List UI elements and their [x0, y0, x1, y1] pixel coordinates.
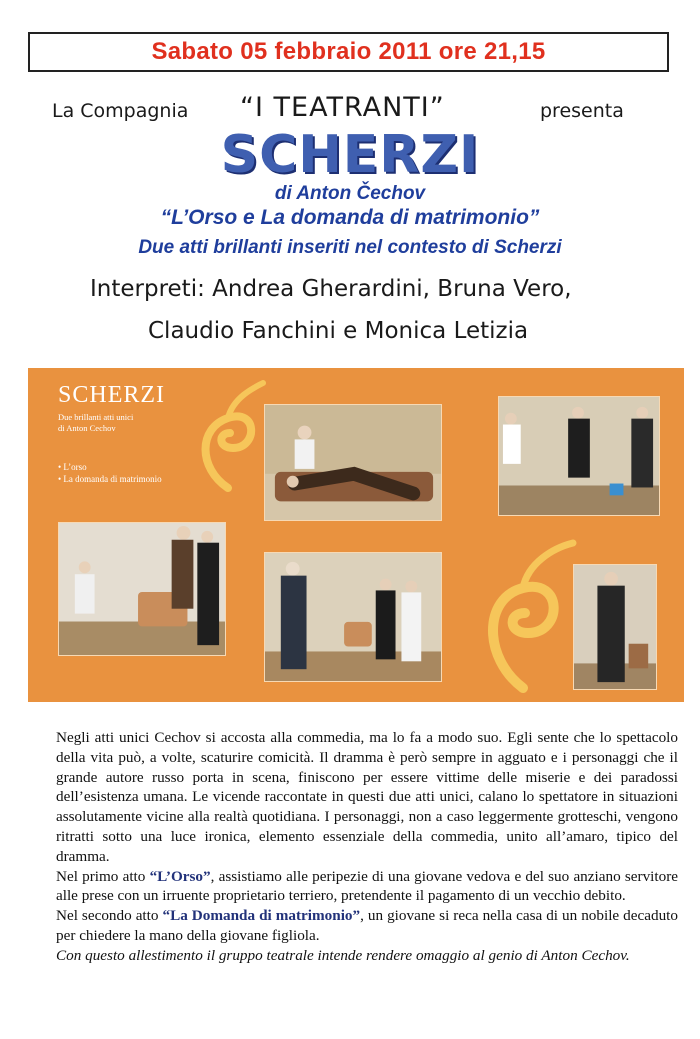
swirl-ornament-left	[188, 378, 268, 498]
la-compagnia-label: La Compagnia	[52, 100, 189, 122]
p2-rest: , assistiamo alle peripezie di una giovane vedova e del suo anziano servitore alle prese con un irruente proprietario terriero, pretendente il pagamento di un vecchio debito.	[56, 867, 678, 905]
act1-title: “L’Orso”	[149, 867, 211, 885]
show-title: SCHERZI	[220, 125, 480, 185]
description-paragraph-3	[56, 906, 678, 946]
poster-subtitle	[58, 412, 133, 434]
stage-photo-1	[264, 404, 442, 521]
stage-photo-3	[58, 522, 226, 656]
poster-sub-line-2: di Anton Cechov	[58, 423, 116, 433]
presenta-label: presenta	[540, 100, 624, 122]
poster-title: SCHERZI	[58, 382, 166, 408]
description-paragraph-2	[56, 867, 678, 907]
company-name: “I TEATRANTI”	[240, 92, 445, 123]
stage-photo-5	[573, 564, 657, 690]
p3-rest: , un giovane si reca nella casa di un nobile decaduto per chiedere la mano della giovane figliola.	[56, 907, 678, 944]
poster-sub-line-1: Due brillanti atti unici	[58, 412, 134, 422]
description-paragraph-4: Con questo allestimento il gruppo teatrale intende rendere omaggio al genio di Anton Cechov.	[56, 946, 630, 964]
p2-lead: Nel primo atto	[56, 867, 150, 885]
subtitle-line: Due atti brillanti inseriti nel contesto di Scherzi	[138, 237, 562, 258]
stage-photo-4	[264, 552, 442, 682]
cast-line-2: Claudio Fanchini e Monica Letizia	[148, 318, 529, 344]
p3-lead: Nel secondo atto	[56, 907, 163, 925]
description-paragraph-1: Negli atti unici Cechov si accosta alla commedia, ma lo fa a modo suo. Egli sente che lo spettacolo della vita può, a volte, scaturire comicità. Il dramma è però sempre in agguato e i personaggi che il grande autore russo porta in scena, finiscono per essere vittime delle miserie e dei paradossi dell’esistenza umana. Le vicende raccontate in questi due atti unici, calano lo spettatore in situazioni assolutamente vicine alla realtà quotidiana. I personaggi, non a caso leggermente grotteschi, vengono ritratti sotto una luce ironica, elemento essenziale della commedia, unito all’amaro, tipico del dramma.	[56, 729, 678, 865]
works-title: “L’Orso e La domanda di matrimonio”	[160, 206, 540, 229]
swirl-ornament-right	[468, 538, 578, 698]
act2-title: “La Domanda di matrimonio”	[162, 907, 361, 925]
description-text	[56, 728, 678, 966]
cast-line-1: Interpreti: Andrea Gherardini, Bruna Vero,	[90, 276, 572, 302]
date-banner	[28, 32, 669, 72]
event-date: Sabato 05 febbraio 2011 ore 21,15	[151, 38, 546, 65]
poster-list	[58, 461, 162, 485]
poster-list-item-2: • La domanda di matrimonio	[58, 474, 162, 484]
poster-image	[28, 368, 684, 702]
poster-list-item-1: • L’orso	[58, 462, 87, 472]
author-line: di Anton Čechov	[274, 183, 426, 204]
stage-photo-2	[498, 396, 660, 516]
presenter-line	[0, 92, 700, 128]
